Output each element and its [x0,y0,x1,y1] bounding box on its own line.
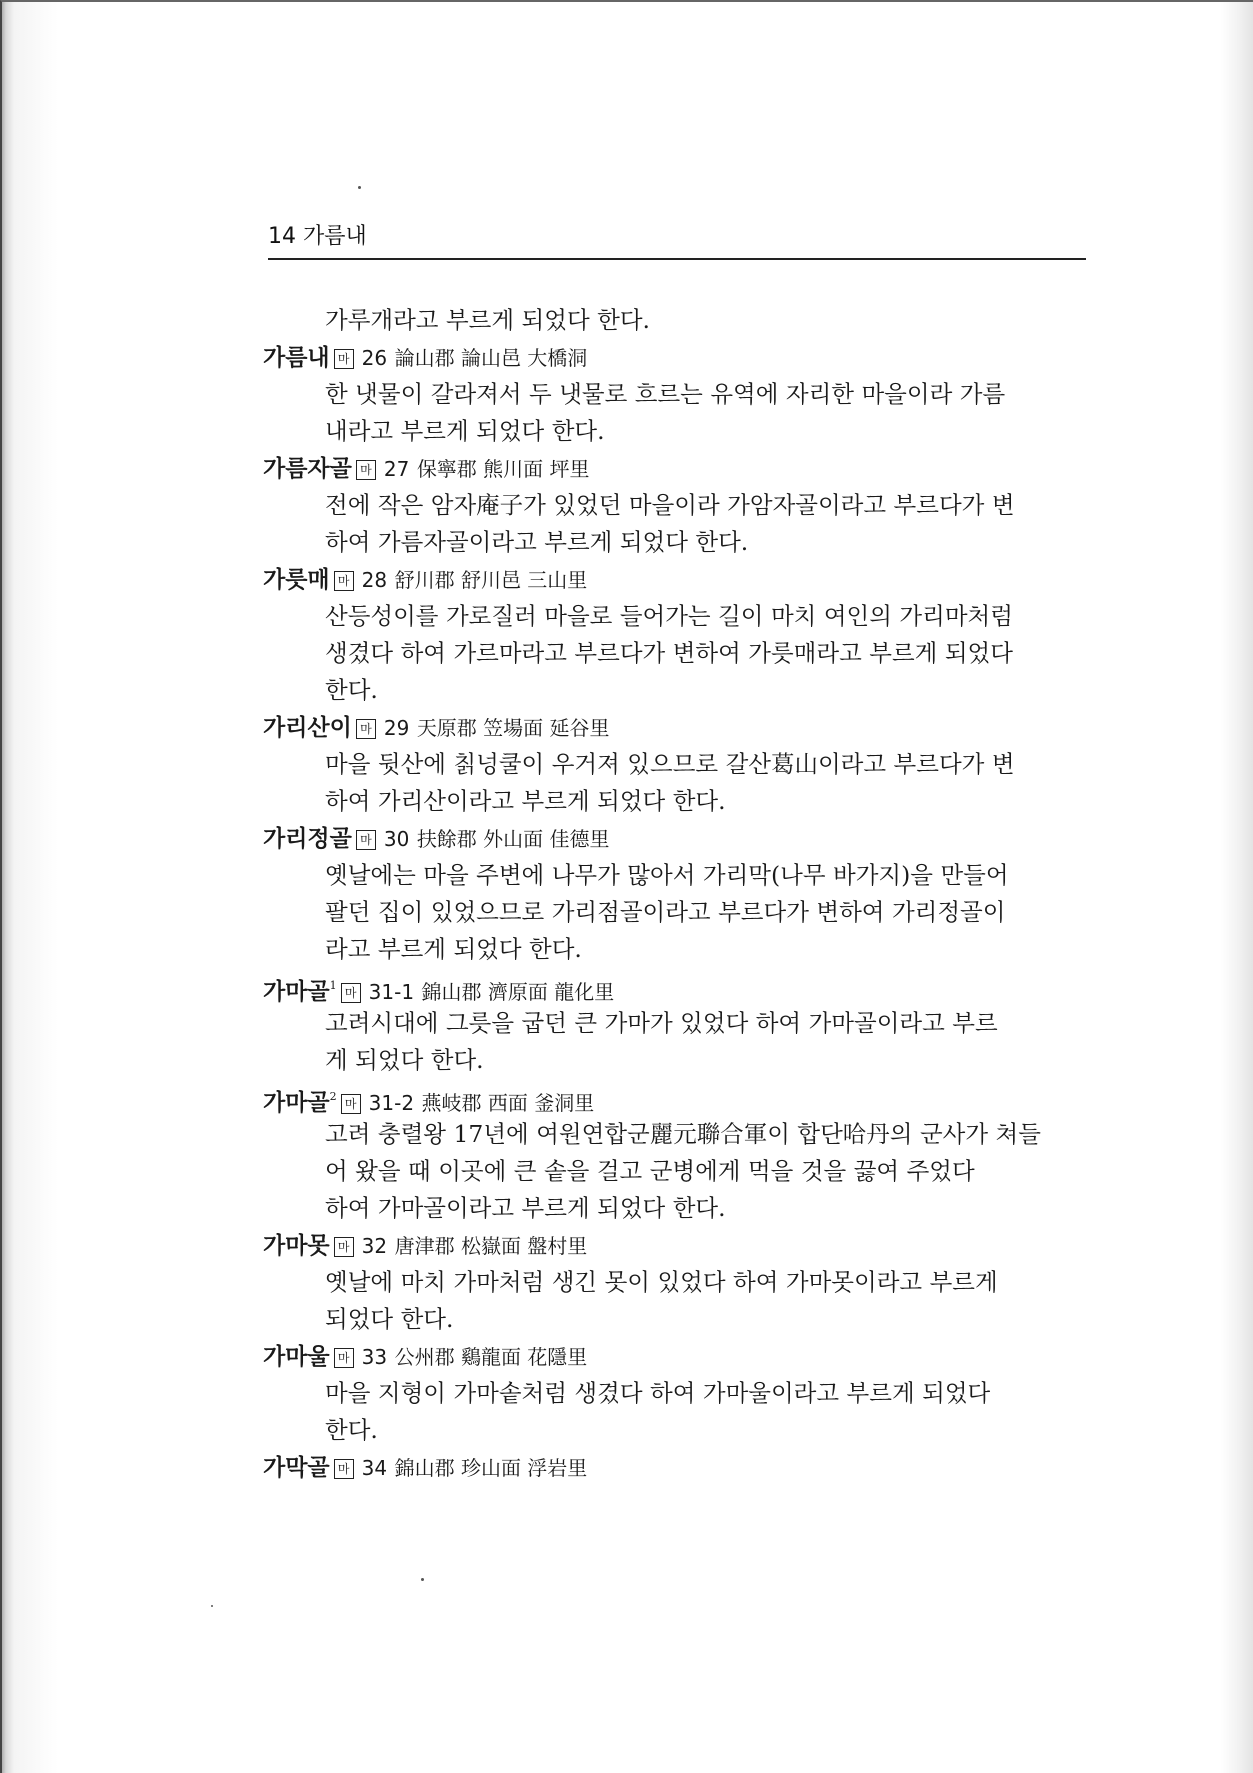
entry-location: 保寧郡 熊川面 坪里 [416,457,590,481]
entry-heading [263,450,590,486]
page-number: 14 [268,224,296,249]
entry-location: 燕岐郡 西面 釜洞里 [421,1091,595,1115]
entry-description-line: 고려시대에 그릇을 굽던 큰 가마가 있었다 하여 가마골이라고 부르 [325,1009,998,1037]
headword: 가마골 [263,979,330,1005]
headword: 가름내 [263,345,330,371]
entry-heading [263,709,610,745]
category-badge: 마 [334,1237,354,1257]
entry-number: 29 [383,716,410,740]
continuation-text: 가루개라고 부르게 되었다 한다. [325,306,650,334]
scan-speck [211,1605,213,1607]
entry-heading [263,1227,587,1263]
scan-speck [358,186,361,189]
entry-number: 30 [383,827,410,851]
scan-speck [421,1578,424,1581]
category-badge: 마 [341,983,361,1003]
entry-number: 26 [361,346,388,370]
page-header [268,222,1086,260]
entry-heading [263,1338,587,1374]
headword: 가리산이 [263,715,352,741]
headword: 가막골 [263,1455,330,1481]
entry-location: 錦山郡 濟原面 龍化里 [421,980,615,1004]
headword: 가마골 [263,1090,330,1116]
category-badge: 마 [334,571,354,591]
entry-description-line: 내라고 부르게 되었다 한다. [325,417,605,445]
entry-description-line: 한 냇물이 갈라져서 두 냇물로 흐르는 유역에 자리한 마을이라 가름 [325,380,1006,408]
entry-number: 31-2 [368,1091,415,1115]
entry-number: 33 [361,1345,388,1369]
entry-description-line: 고려 충렬왕 17년에 여원연합군麗元聯合軍이 합단哈丹의 군사가 쳐들 [325,1120,1041,1148]
running-title: 가름내 [303,224,367,249]
entry-number: 34 [361,1456,388,1480]
entry-description-line: 하여 가리산이라고 부르게 되었다 한다. [325,787,726,815]
entry-description-line: 게 되었다 한다. [325,1046,484,1074]
headword-superscript: 1 [329,979,337,992]
entry-description-line: 옛날에는 마을 주변에 나무가 많아서 가리막(나무 바가지)을 만들어 [325,861,1009,889]
category-badge: 마 [334,1459,354,1479]
entry-heading [263,820,610,856]
headword-superscript: 2 [329,1090,337,1103]
entry-description-line: 라고 부르게 되었다 한다. [325,935,582,963]
entry-location: 錦山郡 珍山面 浮岩里 [394,1456,588,1480]
entry-number: 27 [383,457,410,481]
entry-location: 唐津郡 松嶽面 盤村里 [394,1234,588,1258]
headword: 가마울 [263,1344,330,1370]
entry-description-line: 마을 지형이 가마솥처럼 생겼다 하여 가마울이라고 부르게 되었다 [325,1379,991,1407]
category-badge: 마 [356,719,376,739]
entry-description-line: 하여 가마골이라고 부르게 되었다 한다. [325,1194,726,1222]
headword: 가리정골 [263,826,352,852]
entry-description-line: 옛날에 마치 가마처럼 생긴 못이 있었다 하여 가마못이라고 부르게 [325,1268,998,1296]
entry-heading [263,1449,587,1485]
category-badge: 마 [356,830,376,850]
entry-description-line: 하여 가름자골이라고 부르게 되었다 한다. [325,528,749,556]
entry-number: 32 [361,1234,388,1258]
category-badge: 마 [341,1094,361,1114]
entry-description-line: 전에 작은 암자庵子가 있었던 마을이라 가암자골이라고 부르다가 변 [325,491,1015,519]
entry-description-line: 한다. [325,1416,378,1444]
entry-description-line: 마을 뒷산에 칡넝쿨이 우거져 있으므로 갈산葛山이라고 부르다가 변 [325,750,1015,778]
headword: 가름자골 [263,456,352,482]
headword: 가마못 [263,1233,330,1259]
entry-location: 扶餘郡 外山面 佳德里 [416,827,610,851]
category-badge: 마 [356,460,376,480]
entry-number: 31-1 [368,980,415,1004]
entry-number: 28 [361,568,388,592]
entry-location: 天原郡 笠場面 延谷里 [416,716,610,740]
entry-location: 論山郡 論山邑 大橋洞 [394,346,588,370]
headword: 가릇매 [263,567,330,593]
entry-heading [263,339,587,375]
entry-heading [263,1079,594,1115]
running-header [268,222,367,252]
category-badge: 마 [334,1348,354,1368]
entry-location: 公州郡 鷄龍面 花隱里 [394,1345,588,1369]
entry-heading [263,968,614,1004]
entry-description-line: 팔던 집이 있었으므로 가리점골이라고 부르다가 변하여 가리정골이 [325,898,1006,926]
entry-description-line: 생겼다 하여 가르마라고 부르다가 변하여 가릇매라고 부르게 되었다 [325,639,1013,667]
entry-description-line: 한다. [325,676,378,704]
entry-heading [263,561,587,597]
entry-description-line: 산등성이를 가로질러 마을로 들어가는 길이 마치 여인의 가리마처럼 [325,602,1013,630]
category-badge: 마 [334,349,354,369]
entry-description-line: 되었다 한다. [325,1305,454,1333]
entry-location: 舒川郡 舒川邑 三山里 [394,568,588,592]
entry-description-line: 어 왔을 때 이곳에 큰 솥을 걸고 군병에게 먹을 것을 끓여 주었다 [325,1157,975,1185]
